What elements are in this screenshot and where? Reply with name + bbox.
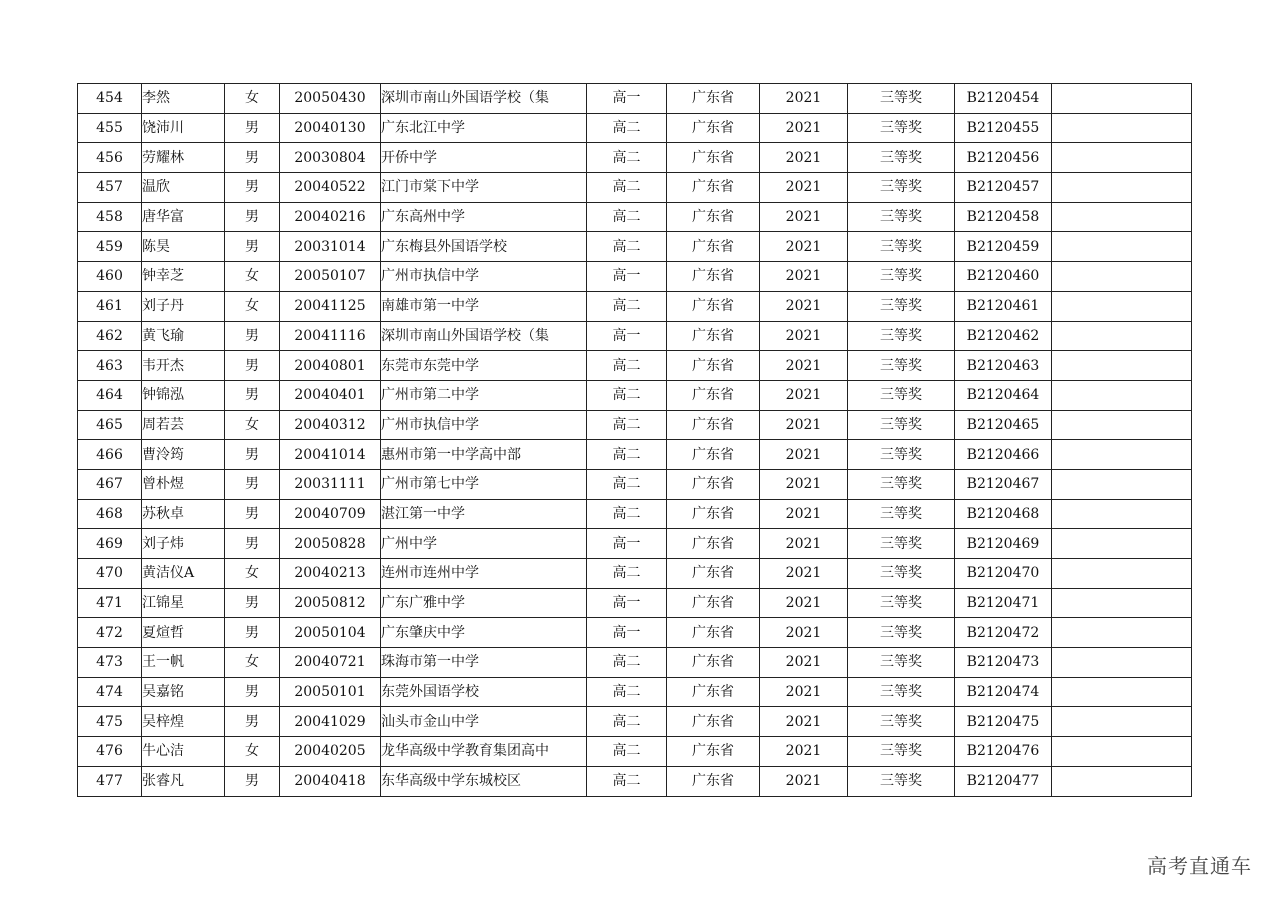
table-row (78, 469, 1192, 499)
gender-cell: 男 (225, 143, 280, 173)
school-cell: 东莞外国语学校 (381, 677, 587, 707)
name-cell: 黄洁仪A (142, 559, 225, 589)
note-cell (1052, 202, 1192, 232)
birthdate-cell: 20050104 (280, 618, 381, 648)
row-number-cell: 466 (78, 440, 142, 470)
school-cell: 广州市第二中学 (381, 380, 587, 410)
award-cell: 三等奖 (848, 766, 955, 796)
name-cell: 温欣 (142, 173, 225, 203)
birthdate-cell: 20040709 (280, 499, 381, 529)
year-cell: 2021 (760, 321, 848, 351)
birthdate-cell: 20040216 (280, 202, 381, 232)
row-number-cell: 456 (78, 143, 142, 173)
grade-cell: 高一 (587, 529, 667, 559)
grade-cell: 高二 (587, 469, 667, 499)
award-cell: 三等奖 (848, 351, 955, 381)
award-cell: 三等奖 (848, 677, 955, 707)
name-cell: 夏煊哲 (142, 618, 225, 648)
certificate-number-cell: B2120464 (955, 380, 1052, 410)
grade-cell: 高二 (587, 291, 667, 321)
school-cell: 广州市执信中学 (381, 262, 587, 292)
note-cell (1052, 291, 1192, 321)
note-cell (1052, 143, 1192, 173)
year-cell: 2021 (760, 232, 848, 262)
birthdate-cell: 20040721 (280, 648, 381, 678)
note-cell (1052, 737, 1192, 767)
gender-cell: 男 (225, 529, 280, 559)
school-cell: 江门市棠下中学 (381, 173, 587, 203)
grade-cell: 高一 (587, 618, 667, 648)
province-cell: 广东省 (667, 588, 760, 618)
name-cell: 劳耀林 (142, 143, 225, 173)
province-cell: 广东省 (667, 380, 760, 410)
gender-cell: 女 (225, 737, 280, 767)
certificate-number-cell: B2120472 (955, 618, 1052, 648)
gender-cell: 男 (225, 588, 280, 618)
name-cell: 刘子丹 (142, 291, 225, 321)
row-number-cell: 475 (78, 707, 142, 737)
gender-cell: 男 (225, 351, 280, 381)
gender-cell: 女 (225, 648, 280, 678)
row-number-cell: 464 (78, 380, 142, 410)
certificate-number-cell: B2120458 (955, 202, 1052, 232)
award-cell: 三等奖 (848, 291, 955, 321)
row-number-cell: 454 (78, 84, 142, 114)
gender-cell: 男 (225, 173, 280, 203)
birthdate-cell: 20050812 (280, 588, 381, 618)
note-cell (1052, 321, 1192, 351)
gender-cell: 女 (225, 410, 280, 440)
gender-cell: 男 (225, 469, 280, 499)
school-cell: 广州市第七中学 (381, 469, 587, 499)
province-cell: 广东省 (667, 648, 760, 678)
row-number-cell: 468 (78, 499, 142, 529)
award-cell: 三等奖 (848, 618, 955, 648)
awards-table (77, 83, 1192, 797)
grade-cell: 高一 (587, 321, 667, 351)
province-cell: 广东省 (667, 677, 760, 707)
table-row (78, 707, 1192, 737)
name-cell: 周若芸 (142, 410, 225, 440)
school-cell: 湛江第一中学 (381, 499, 587, 529)
certificate-number-cell: B2120465 (955, 410, 1052, 440)
school-cell: 广州中学 (381, 529, 587, 559)
gender-cell: 男 (225, 499, 280, 529)
certificate-number-cell: B2120470 (955, 559, 1052, 589)
grade-cell: 高二 (587, 499, 667, 529)
row-number-cell: 467 (78, 469, 142, 499)
table-row (78, 291, 1192, 321)
name-cell: 吴梓煌 (142, 707, 225, 737)
table-body (78, 84, 1192, 797)
birthdate-cell: 20040801 (280, 351, 381, 381)
certificate-number-cell: B2120466 (955, 440, 1052, 470)
row-number-cell: 469 (78, 529, 142, 559)
table-row (78, 262, 1192, 292)
name-cell: 韦开杰 (142, 351, 225, 381)
grade-cell: 高一 (587, 84, 667, 114)
table-row (78, 529, 1192, 559)
province-cell: 广东省 (667, 707, 760, 737)
birthdate-cell: 20050828 (280, 529, 381, 559)
year-cell: 2021 (760, 588, 848, 618)
birthdate-cell: 20040418 (280, 766, 381, 796)
grade-cell: 高二 (587, 737, 667, 767)
birthdate-cell: 20031014 (280, 232, 381, 262)
award-cell: 三等奖 (848, 648, 955, 678)
certificate-number-cell: B2120471 (955, 588, 1052, 618)
year-cell: 2021 (760, 618, 848, 648)
grade-cell: 高二 (587, 677, 667, 707)
birthdate-cell: 20041029 (280, 707, 381, 737)
award-cell: 三等奖 (848, 262, 955, 292)
certificate-number-cell: B2120467 (955, 469, 1052, 499)
note-cell (1052, 173, 1192, 203)
grade-cell: 高二 (587, 143, 667, 173)
certificate-number-cell: B2120462 (955, 321, 1052, 351)
province-cell: 广东省 (667, 143, 760, 173)
name-cell: 刘子炜 (142, 529, 225, 559)
year-cell: 2021 (760, 410, 848, 440)
note-cell (1052, 232, 1192, 262)
award-cell: 三等奖 (848, 143, 955, 173)
birthdate-cell: 20041116 (280, 321, 381, 351)
school-cell: 东华高级中学东城校区 (381, 766, 587, 796)
row-number-cell: 458 (78, 202, 142, 232)
row-number-cell: 455 (78, 113, 142, 143)
year-cell: 2021 (760, 648, 848, 678)
gender-cell: 女 (225, 291, 280, 321)
table-row (78, 618, 1192, 648)
award-cell: 三等奖 (848, 737, 955, 767)
province-cell: 广东省 (667, 766, 760, 796)
province-cell: 广东省 (667, 113, 760, 143)
province-cell: 广东省 (667, 262, 760, 292)
year-cell: 2021 (760, 559, 848, 589)
school-cell: 东莞市东莞中学 (381, 351, 587, 381)
birthdate-cell: 20050101 (280, 677, 381, 707)
province-cell: 广东省 (667, 440, 760, 470)
certificate-number-cell: B2120474 (955, 677, 1052, 707)
name-cell: 苏秋卓 (142, 499, 225, 529)
award-cell: 三等奖 (848, 173, 955, 203)
award-cell: 三等奖 (848, 202, 955, 232)
note-cell (1052, 380, 1192, 410)
award-cell: 三等奖 (848, 321, 955, 351)
school-cell: 广州市执信中学 (381, 410, 587, 440)
certificate-number-cell: B2120459 (955, 232, 1052, 262)
year-cell: 2021 (760, 262, 848, 292)
certificate-number-cell: B2120460 (955, 262, 1052, 292)
award-cell: 三等奖 (848, 410, 955, 440)
province-cell: 广东省 (667, 559, 760, 589)
certificate-number-cell: B2120468 (955, 499, 1052, 529)
birthdate-cell: 20040401 (280, 380, 381, 410)
gender-cell: 男 (225, 677, 280, 707)
grade-cell: 高二 (587, 766, 667, 796)
year-cell: 2021 (760, 440, 848, 470)
gender-cell: 男 (225, 707, 280, 737)
year-cell: 2021 (760, 113, 848, 143)
birthdate-cell: 20040205 (280, 737, 381, 767)
row-number-cell: 474 (78, 677, 142, 707)
award-cell: 三等奖 (848, 529, 955, 559)
birthdate-cell: 20030804 (280, 143, 381, 173)
birthdate-cell: 20040312 (280, 410, 381, 440)
award-cell: 三等奖 (848, 499, 955, 529)
award-cell: 三等奖 (848, 380, 955, 410)
year-cell: 2021 (760, 84, 848, 114)
gender-cell: 女 (225, 559, 280, 589)
award-cell: 三等奖 (848, 232, 955, 262)
grade-cell: 高二 (587, 351, 667, 381)
name-cell: 钟幸芝 (142, 262, 225, 292)
year-cell: 2021 (760, 143, 848, 173)
name-cell: 王一帆 (142, 648, 225, 678)
school-cell: 深圳市南山外国语学校（集 (381, 84, 587, 114)
note-cell (1052, 559, 1192, 589)
year-cell: 2021 (760, 766, 848, 796)
certificate-number-cell: B2120456 (955, 143, 1052, 173)
table-row (78, 232, 1192, 262)
grade-cell: 高二 (587, 173, 667, 203)
school-cell: 开侨中学 (381, 143, 587, 173)
grade-cell: 高二 (587, 707, 667, 737)
table-row (78, 321, 1192, 351)
row-number-cell: 465 (78, 410, 142, 440)
award-cell: 三等奖 (848, 469, 955, 499)
certificate-number-cell: B2120473 (955, 648, 1052, 678)
gender-cell: 女 (225, 262, 280, 292)
table-row (78, 380, 1192, 410)
note-cell (1052, 677, 1192, 707)
note-cell (1052, 262, 1192, 292)
school-cell: 南雄市第一中学 (381, 291, 587, 321)
note-cell (1052, 499, 1192, 529)
table-row (78, 588, 1192, 618)
name-cell: 钟锦泓 (142, 380, 225, 410)
year-cell: 2021 (760, 380, 848, 410)
province-cell: 广东省 (667, 202, 760, 232)
birthdate-cell: 20040130 (280, 113, 381, 143)
birthdate-cell: 20040213 (280, 559, 381, 589)
grade-cell: 高二 (587, 410, 667, 440)
school-cell: 深圳市南山外国语学校（集 (381, 321, 587, 351)
province-cell: 广东省 (667, 351, 760, 381)
school-cell: 惠州市第一中学高中部 (381, 440, 587, 470)
certificate-number-cell: B2120461 (955, 291, 1052, 321)
table-row (78, 113, 1192, 143)
name-cell: 唐华富 (142, 202, 225, 232)
grade-cell: 高一 (587, 588, 667, 618)
province-cell: 广东省 (667, 232, 760, 262)
row-number-cell: 473 (78, 648, 142, 678)
table-row (78, 84, 1192, 114)
school-cell: 广东肇庆中学 (381, 618, 587, 648)
gender-cell: 男 (225, 440, 280, 470)
watermark-text: 高考直通车 (1147, 854, 1252, 878)
certificate-number-cell: B2120454 (955, 84, 1052, 114)
table-row (78, 173, 1192, 203)
grade-cell: 高一 (587, 262, 667, 292)
row-number-cell: 470 (78, 559, 142, 589)
table-row (78, 143, 1192, 173)
school-cell: 广东广雅中学 (381, 588, 587, 618)
gender-cell: 男 (225, 202, 280, 232)
table-row (78, 351, 1192, 381)
certificate-number-cell: B2120463 (955, 351, 1052, 381)
grade-cell: 高二 (587, 232, 667, 262)
gender-cell: 男 (225, 321, 280, 351)
note-cell (1052, 648, 1192, 678)
note-cell (1052, 113, 1192, 143)
school-cell: 汕头市金山中学 (381, 707, 587, 737)
province-cell: 广东省 (667, 618, 760, 648)
birthdate-cell: 20031111 (280, 469, 381, 499)
birthdate-cell: 20050430 (280, 84, 381, 114)
name-cell: 江锦星 (142, 588, 225, 618)
school-cell: 广东北江中学 (381, 113, 587, 143)
gender-cell: 男 (225, 113, 280, 143)
row-number-cell: 462 (78, 321, 142, 351)
name-cell: 黄飞瑜 (142, 321, 225, 351)
note-cell (1052, 410, 1192, 440)
grade-cell: 高二 (587, 440, 667, 470)
province-cell: 广东省 (667, 529, 760, 559)
name-cell: 牛心洁 (142, 737, 225, 767)
row-number-cell: 463 (78, 351, 142, 381)
province-cell: 广东省 (667, 291, 760, 321)
year-cell: 2021 (760, 707, 848, 737)
award-cell: 三等奖 (848, 113, 955, 143)
note-cell (1052, 440, 1192, 470)
name-cell: 曾朴煜 (142, 469, 225, 499)
year-cell: 2021 (760, 499, 848, 529)
table-row (78, 410, 1192, 440)
row-number-cell: 477 (78, 766, 142, 796)
birthdate-cell: 20050107 (280, 262, 381, 292)
year-cell: 2021 (760, 529, 848, 559)
birthdate-cell: 20041125 (280, 291, 381, 321)
year-cell: 2021 (760, 202, 848, 232)
province-cell: 广东省 (667, 499, 760, 529)
year-cell: 2021 (760, 351, 848, 381)
school-cell: 龙华高级中学教育集团高中 (381, 737, 587, 767)
certificate-number-cell: B2120455 (955, 113, 1052, 143)
grade-cell: 高二 (587, 648, 667, 678)
year-cell: 2021 (760, 737, 848, 767)
award-cell: 三等奖 (848, 707, 955, 737)
certificate-number-cell: B2120476 (955, 737, 1052, 767)
row-number-cell: 457 (78, 173, 142, 203)
table-row (78, 766, 1192, 796)
province-cell: 广东省 (667, 737, 760, 767)
award-cell: 三等奖 (848, 84, 955, 114)
name-cell: 李然 (142, 84, 225, 114)
province-cell: 广东省 (667, 173, 760, 203)
note-cell (1052, 707, 1192, 737)
certificate-number-cell: B2120477 (955, 766, 1052, 796)
year-cell: 2021 (760, 173, 848, 203)
note-cell (1052, 618, 1192, 648)
birthdate-cell: 20041014 (280, 440, 381, 470)
birthdate-cell: 20040522 (280, 173, 381, 203)
school-cell: 广东梅县外国语学校 (381, 232, 587, 262)
row-number-cell: 472 (78, 618, 142, 648)
table-row (78, 677, 1192, 707)
table-row (78, 559, 1192, 589)
note-cell (1052, 469, 1192, 499)
row-number-cell: 459 (78, 232, 142, 262)
name-cell: 饶沛川 (142, 113, 225, 143)
gender-cell: 男 (225, 232, 280, 262)
award-cell: 三等奖 (848, 588, 955, 618)
row-number-cell: 476 (78, 737, 142, 767)
name-cell: 吴嘉铭 (142, 677, 225, 707)
certificate-number-cell: B2120475 (955, 707, 1052, 737)
certificate-number-cell: B2120469 (955, 529, 1052, 559)
note-cell (1052, 84, 1192, 114)
province-cell: 广东省 (667, 84, 760, 114)
year-cell: 2021 (760, 291, 848, 321)
table-row (78, 440, 1192, 470)
note-cell (1052, 351, 1192, 381)
province-cell: 广东省 (667, 469, 760, 499)
grade-cell: 高二 (587, 380, 667, 410)
year-cell: 2021 (760, 677, 848, 707)
note-cell (1052, 766, 1192, 796)
note-cell (1052, 588, 1192, 618)
table-row (78, 499, 1192, 529)
grade-cell: 高二 (587, 113, 667, 143)
table-row (78, 737, 1192, 767)
gender-cell: 男 (225, 618, 280, 648)
year-cell: 2021 (760, 469, 848, 499)
province-cell: 广东省 (667, 410, 760, 440)
row-number-cell: 460 (78, 262, 142, 292)
row-number-cell: 471 (78, 588, 142, 618)
name-cell: 曹泠筠 (142, 440, 225, 470)
award-cell: 三等奖 (848, 440, 955, 470)
school-cell: 广东高州中学 (381, 202, 587, 232)
name-cell: 陈昊 (142, 232, 225, 262)
name-cell: 张睿凡 (142, 766, 225, 796)
grade-cell: 高二 (587, 559, 667, 589)
school-cell: 连州市连州中学 (381, 559, 587, 589)
school-cell: 珠海市第一中学 (381, 648, 587, 678)
award-cell: 三等奖 (848, 559, 955, 589)
gender-cell: 女 (225, 84, 280, 114)
table-row (78, 648, 1192, 678)
row-number-cell: 461 (78, 291, 142, 321)
gender-cell: 男 (225, 380, 280, 410)
grade-cell: 高二 (587, 202, 667, 232)
gender-cell: 男 (225, 766, 280, 796)
note-cell (1052, 529, 1192, 559)
table-row (78, 202, 1192, 232)
certificate-number-cell: B2120457 (955, 173, 1052, 203)
province-cell: 广东省 (667, 321, 760, 351)
